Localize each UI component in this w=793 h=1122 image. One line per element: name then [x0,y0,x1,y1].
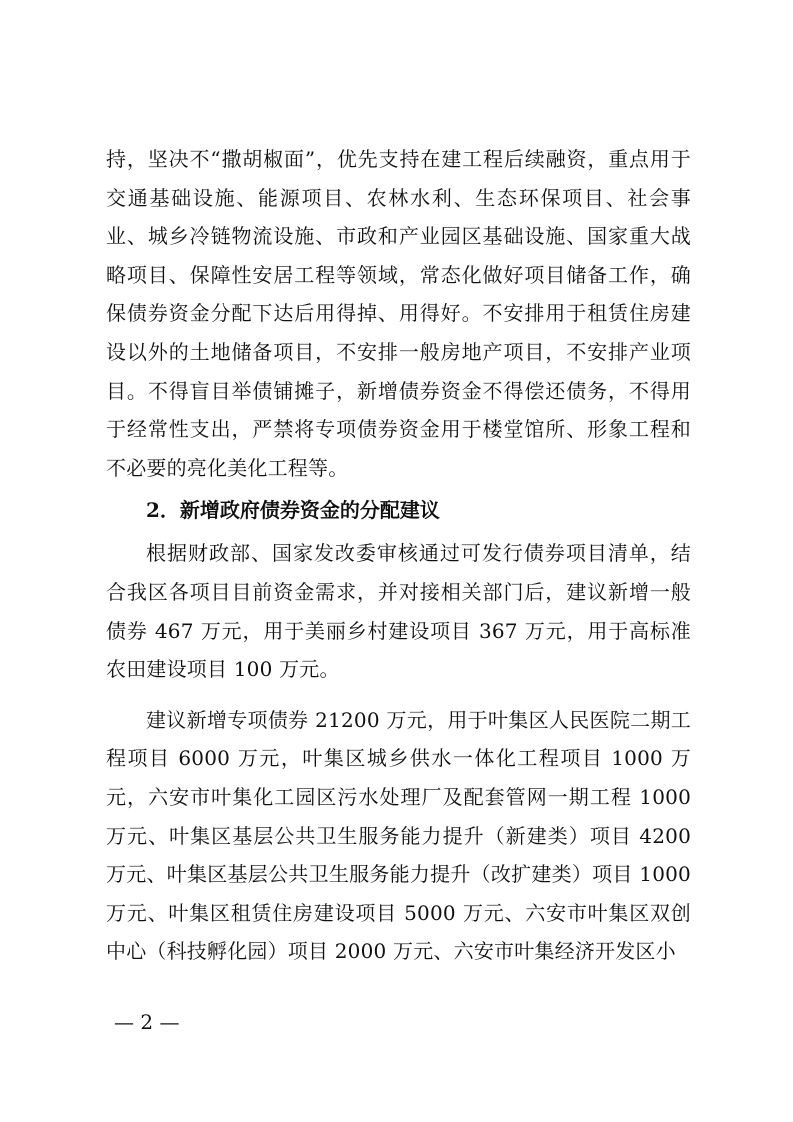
paragraph-general-bonds: 根据财政部、国家发改委审核通过可发行债券项目清单，结合我区各项目目前资金需求，并对接相关部门后，建议新增一般债券 467 万元，用于美丽乡村建设项目 367 万元，用于高标准农田建设项目 100 万元。 [106,541,691,682]
page-number: — 2 — [114,1010,180,1034]
paragraph-spacer [106,689,691,701]
paragraph-special-bonds: 建议新增专项债券 21200 万元，用于叶集区人民医院二期工程项目 6000 万元，叶集区城乡供水一体化工程项目 1000 万元，六安市叶集化工园区污水处理厂及配套管网一期工程 1000 万元、叶集区基层公共卫生服务能力提升（新建类）项目 4200 万元、叶集区基层公共卫生服务能力提升（改扩建类）项目 1000 万元、叶集区租赁住房建设项目 5000 万元、六安市叶集区双创中心（科技孵化园）项目 2000 万元、六安市叶集经济开发区小 [106,707,691,964]
document-body [106,140,691,971]
section-heading: 2．新增政府债券资金的分配建议 [146,498,440,523]
paragraph-continuation: 持，坚决不“撒胡椒面”，优先支持在建工程后续融资，重点用于交通基础设施、能源项目、农林水利、生态环保项目、社会事业、城乡冷链物流设施、市政和产业园区基础设施、国家重大战略项目、保障性安居工程等领域，常态化做好项目储备工作，确保债券资金分配下达后用得掉、用得好。不安排用于租赁住房建设以外的土地储备项目，不安排一般房地产项目，不安排产业项目。不得盲目举债铺摊子，新增债券资金不得偿还债务，不得用于经常性支出，严禁将专项债券资金用于楼堂馆所、形象工程和不必要的亮化美化工程等。 [106,147,691,480]
